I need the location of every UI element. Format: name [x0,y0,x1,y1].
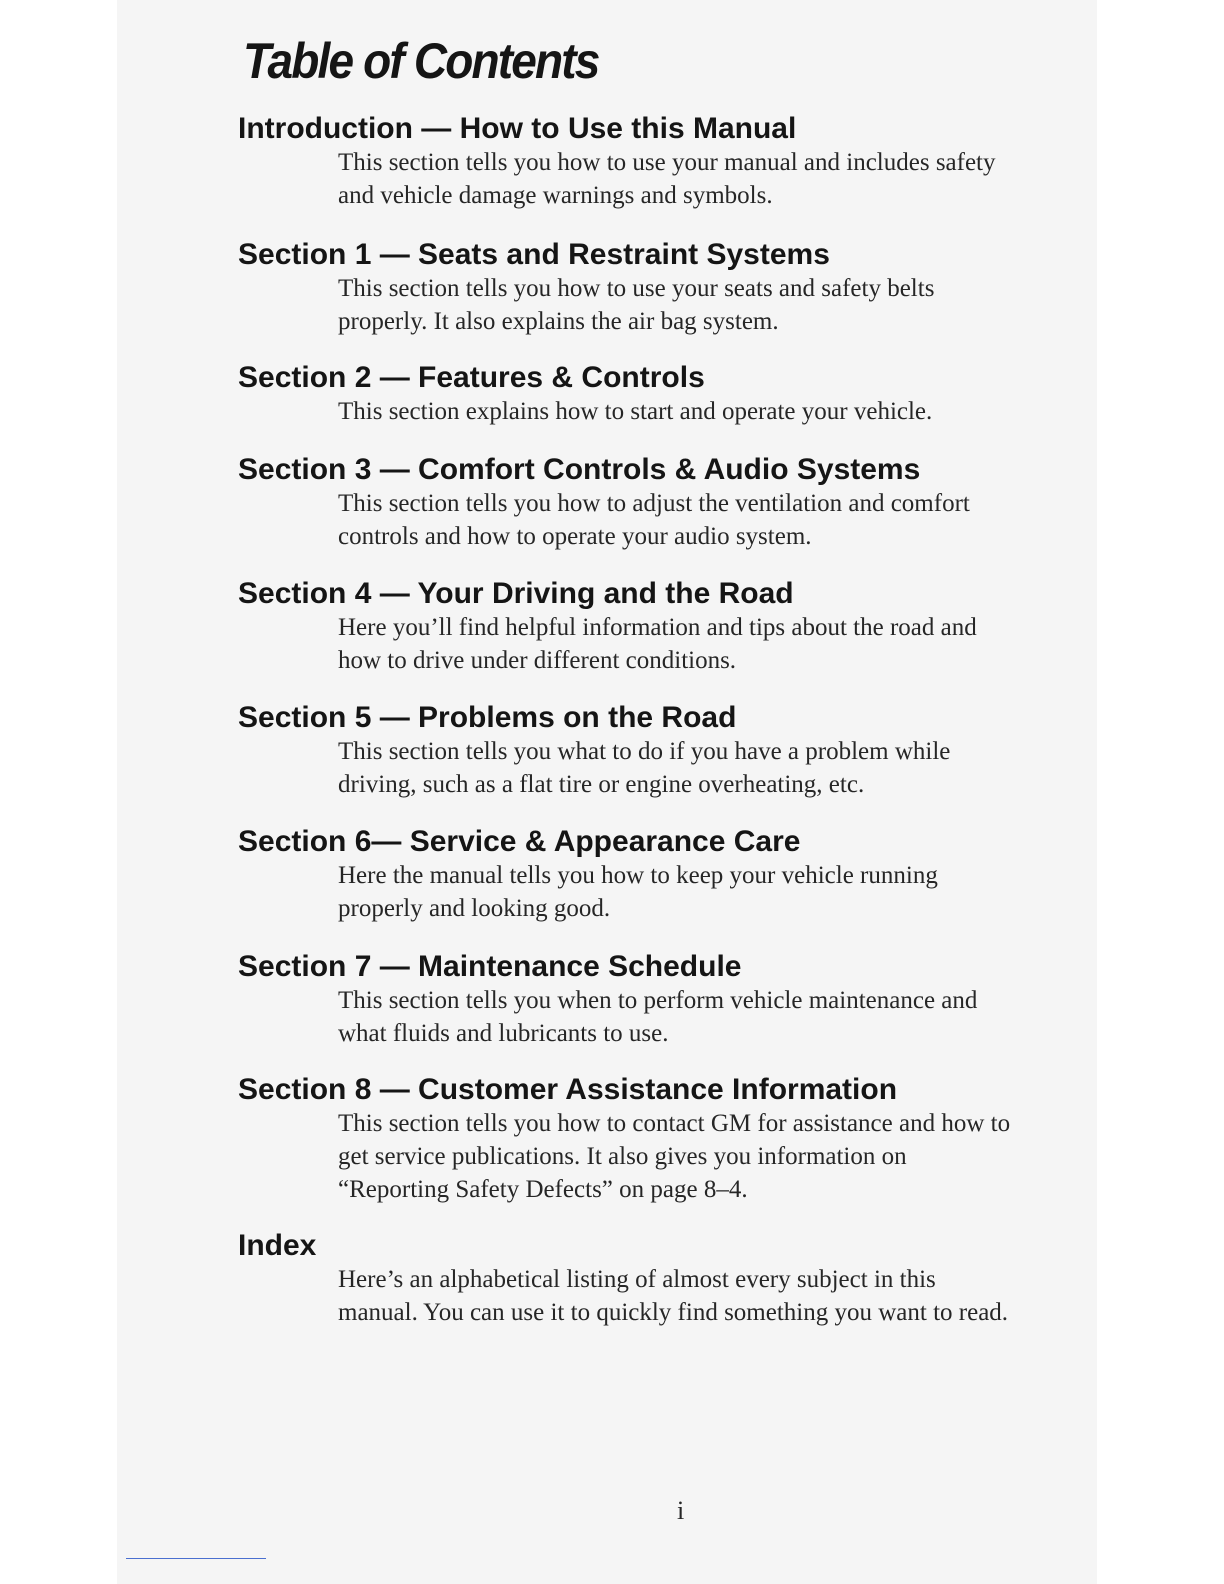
description-line: This section tells you how to contact GM for assistance and how to [338,1110,1011,1137]
toc-heading-section-3: Section 3 — Comfort Controls & Audio Systems [238,453,921,486]
description-line: “Reporting Safety Defects” on page 8–4. [338,1176,748,1203]
toc-description-index [338,1263,1088,1329]
toc-heading-section-6: Section 6— Service & Appearance Care [238,825,801,858]
description-line: how to drive under different conditions. [338,647,737,674]
page-title: Table of Contents [243,33,599,89]
toc-entry-section-2 [238,361,1088,428]
description-line: Here you’ll find helpful information and tips about the road and [338,614,977,641]
description-line: properly and looking good. [338,895,611,922]
toc-description-section-1 [338,272,1088,338]
toc-description-section-4 [338,611,1088,677]
description-line: This section tells you when to perform vehicle maintenance and [338,987,978,1014]
toc-heading-section-5: Section 5 — Problems on the Road [238,701,737,734]
toc-entry-introduction [238,112,1088,212]
description-line: This section tells you how to adjust the ventilation and comfort [338,490,970,517]
description-line: This section tells you how to use your manual and includes safety [338,149,996,176]
description-line: Here’s an alphabetical listing of almost every subject in this [338,1266,936,1293]
toc-heading-introduction: Introduction — How to Use this Manual [238,112,797,145]
toc-heading-section-4: Section 4 — Your Driving and the Road [238,577,794,610]
toc-description-introduction [338,146,1088,212]
toc-entry-section-6 [238,825,1088,925]
description-line: This section explains how to start and operate your vehicle. [338,398,933,425]
toc-description-section-3 [338,487,1088,553]
description-line: get service publications. It also gives you information on [338,1143,907,1170]
description-line: Here the manual tells you how to keep your vehicle running [338,862,938,889]
toc-entry-section-4 [238,577,1088,677]
description-line: properly. It also explains the air bag system. [338,308,779,335]
toc-heading-index: Index [238,1229,317,1262]
toc-entry-section-8 [238,1073,1088,1206]
toc-description-section-2 [338,395,1088,428]
toc-description-section-6 [338,859,1088,925]
description-line: This section tells you how to use your seats and safety belts [338,275,935,302]
description-line: controls and how to operate your audio system. [338,523,812,550]
toc-heading-section-8: Section 8 — Customer Assistance Information [238,1073,898,1106]
toc-heading-section-7: Section 7 — Maintenance Schedule [238,950,742,983]
toc-description-section-7 [338,984,1088,1050]
toc-description-section-8 [338,1107,1088,1206]
description-line: what fluids and lubricants to use. [338,1020,669,1047]
toc-heading-section-2: Section 2 — Features & Controls [238,361,705,394]
description-line: driving, such as a flat tire or engine overheating, etc. [338,771,865,798]
toc-description-section-5 [338,735,1088,801]
footer-divider [126,1558,266,1559]
description-line: and vehicle damage warnings and symbols. [338,182,773,209]
toc-entry-section-7 [238,950,1088,1050]
toc-heading-section-1: Section 1 — Seats and Restraint Systems [238,238,830,271]
toc-entry-section-3 [238,453,1088,553]
description-line: manual. You can use it to quickly find something you want to read. [338,1299,1009,1326]
toc-entry-section-5 [238,701,1088,801]
description-line: This section tells you what to do if you have a problem while [338,738,951,765]
page-number: i [677,1496,685,1525]
toc-entry-index [238,1229,1088,1329]
toc-entry-section-1 [238,238,1088,338]
